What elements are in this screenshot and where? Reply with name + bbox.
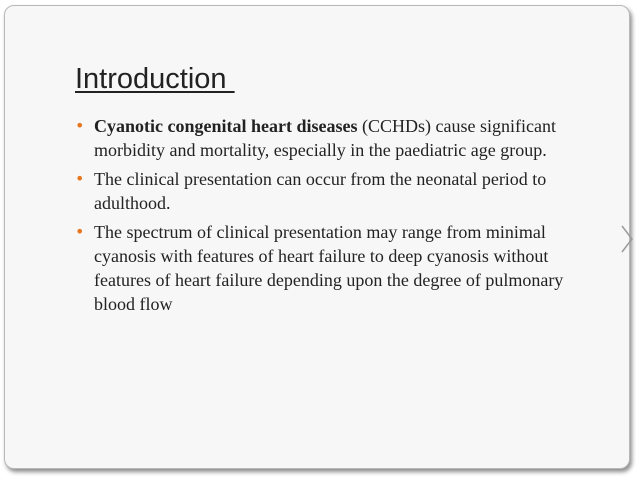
bullet-3-text: The spectrum of clinical presentation may range from minimal cyanosis with features of heart failure to deep cyanosis without features of heart failure depending upon the degree of pulmonary blood flow [94, 222, 564, 314]
bullet-item-2 [75, 167, 605, 215]
next-slide-arrow-icon[interactable] [620, 224, 634, 254]
bullet-1-text: (CCHDs) cause significant morbidity and mortality, especially in the paediatric age group. [94, 116, 556, 160]
bullet-icon: • [75, 222, 85, 241]
bullet-2-text: The clinical presentation can occur from the neonatal period to adulthood. [94, 169, 547, 213]
bullet-icon: • [75, 169, 85, 188]
bullet-item-1 [75, 114, 605, 162]
bullet-list [75, 114, 605, 321]
bullet-item-3 [75, 220, 605, 316]
slide-title: Introduction [75, 63, 235, 95]
slide-frame [4, 5, 630, 469]
bullet-1-bold-text: Cyanotic congenital heart diseases [94, 116, 358, 136]
bullet-icon: • [75, 116, 85, 135]
